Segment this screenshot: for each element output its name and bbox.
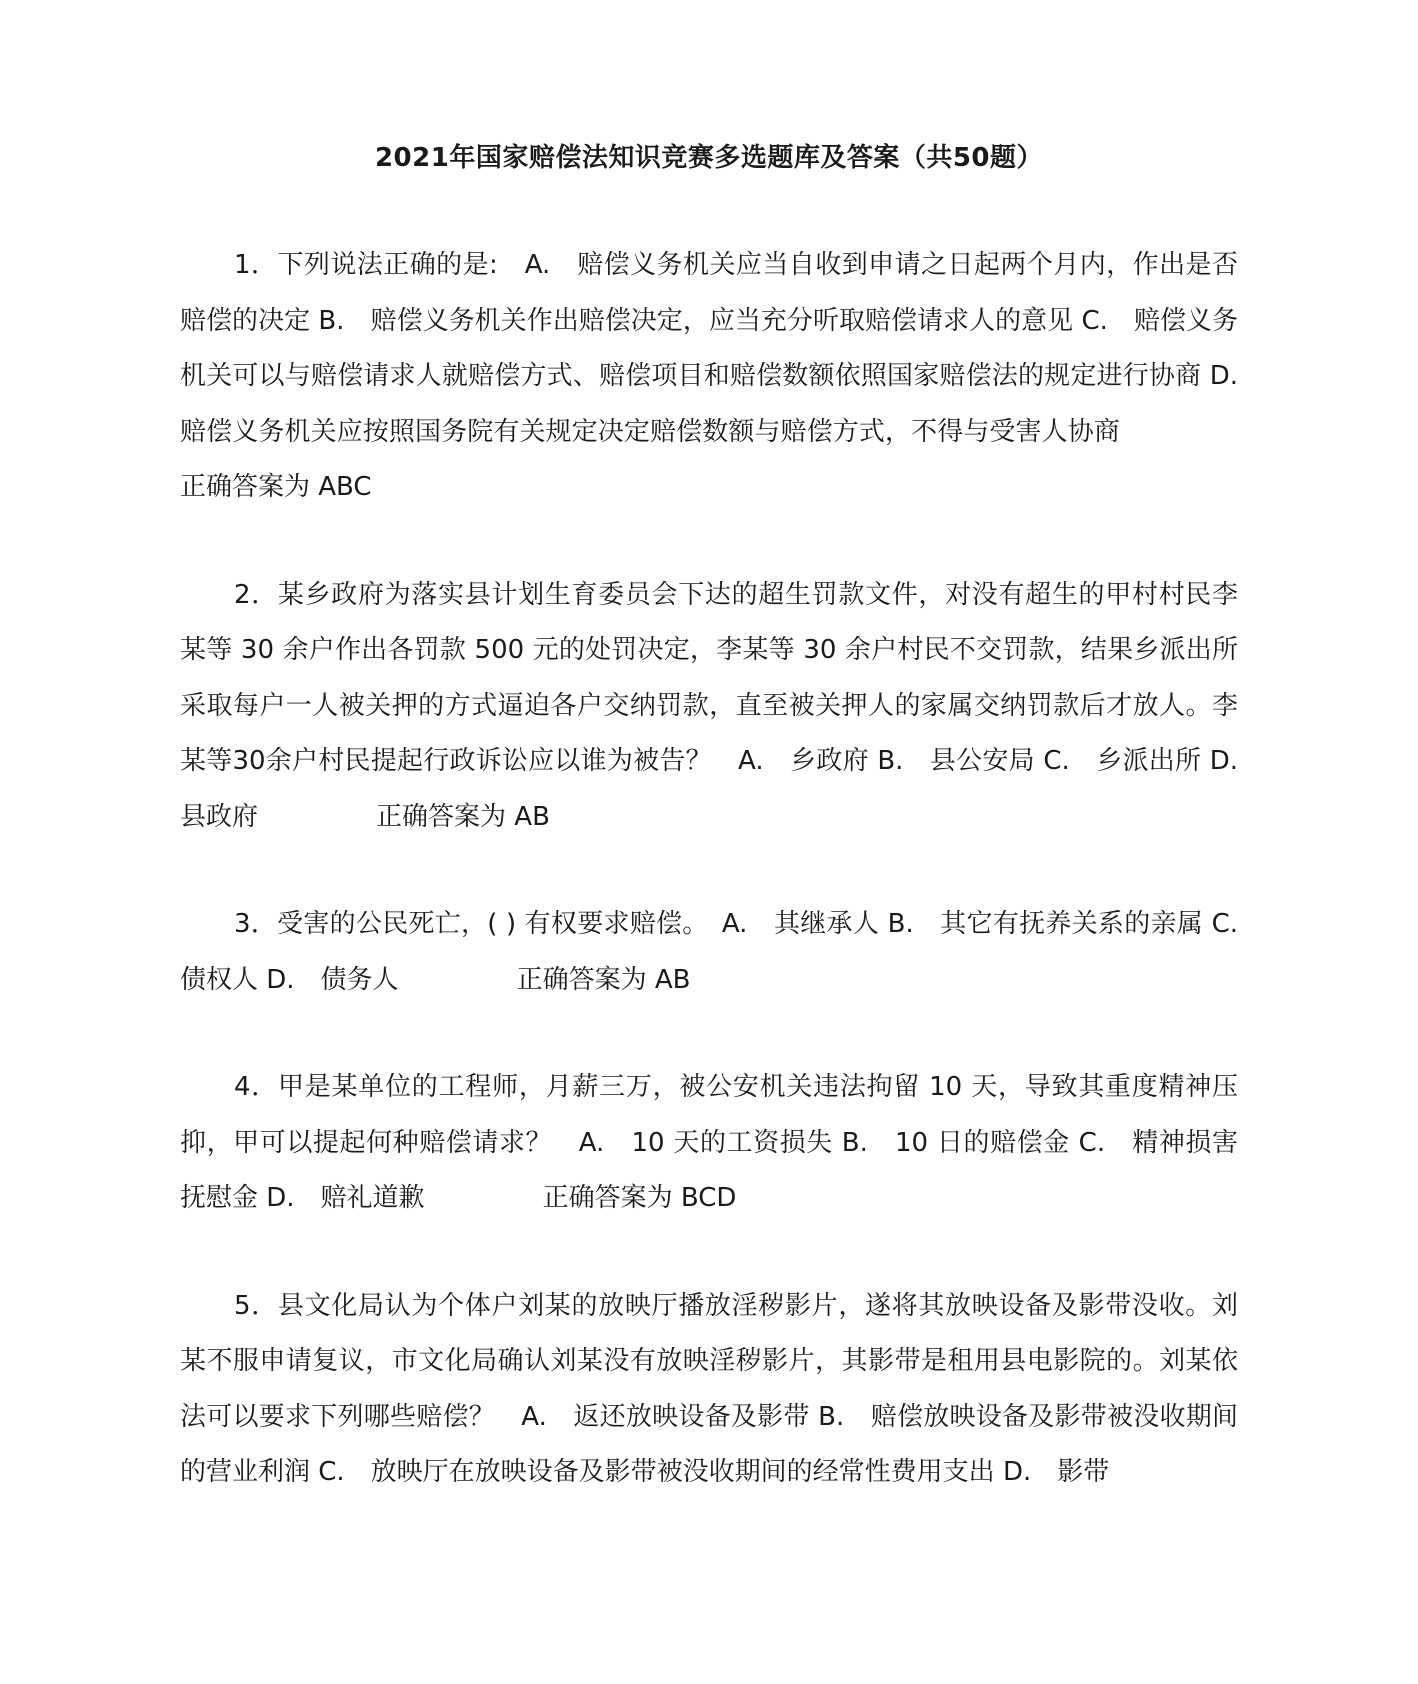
question-item [180, 897, 1265, 1008]
question-list [180, 238, 1265, 1553]
question-item [180, 1060, 1238, 1227]
question-answer: 正确答案为 ABC [180, 472, 372, 502]
question-answer: 正确答案为 AB [376, 801, 550, 832]
question-item [180, 1279, 1238, 1501]
question-item [180, 238, 1265, 516]
question-answer: 正确答案为 AB [516, 964, 691, 995]
question-text: 5．县文化局认为个体户刘某的放映厅播放淫秽影片，遂将其放映设备及影带没收。刘某不服申请复议，市文化局确认刘某没有放映淫秽影片，其影带是租用县电影院的。刘某依法可以要求下列哪些赔偿？ A. 返还放映设备及影带 B. 赔偿放映设备及影带被没收期间的营业利润 C. 放映厅在放映设备及影带被没收期间的经常性费用支出 D. 影带 [180, 1290, 1238, 1487]
question-text: 3．受害的公民死亡，( ) 有权要求赔偿。 A. 其继承人 B. 其它有抚养关系的亲属 C. 债权人 D. 债务人 [180, 909, 1265, 995]
document-title: 2021年国家赔偿法知识竞赛多选题库及答案（共50题） [374, 143, 1044, 173]
question-text: 4．甲是某单位的工程师，月薪三万，被公安机关违法拘留 10 天，导致其重度精神压抑，甲可以提起何种赔偿请求？ A. 10 天的工资损失 B. 10 日的赔偿金 C. 精神损害抚慰金 D. 赔礼道歉 [180, 1072, 1238, 1213]
question-text: 2．某乡政府为落实县计划生育委员会下达的超生罚款文件，对没有超生的甲村村民李某等 30 余户作出各罚款 500 元的处罚决定，李某等 30 余户村民不交罚款，结果乡派出所采取每户一人被关押的方式逼迫各户交纳罚款，直至被关押人的家属交纳罚款后才放人。李某等30余户村民提起行政诉讼应以谁为被告？ A. 乡政府 B. 县公安局 C. 乡派出所 D. 县政府 [180, 579, 1265, 832]
question-item [180, 568, 1265, 846]
question-text: 1．下列说法正确的是: A. 赔偿义务机关应当自收到申请之日起两个月内，作出是否赔偿的决定 B. 赔偿义务机关作出赔偿决定，应当充分听取赔偿请求人的意见 C. 赔偿义务机关可以与赔偿请求人就赔偿方式、赔偿项目和赔偿数额依照国家赔偿法的规定进行协商 D. 赔偿义务机关应按照国务院有关规定决定赔偿数额与赔偿方式，不得与受害人协商 [180, 250, 1265, 447]
question-answer: 正确答案为 BCD [542, 1183, 737, 1213]
